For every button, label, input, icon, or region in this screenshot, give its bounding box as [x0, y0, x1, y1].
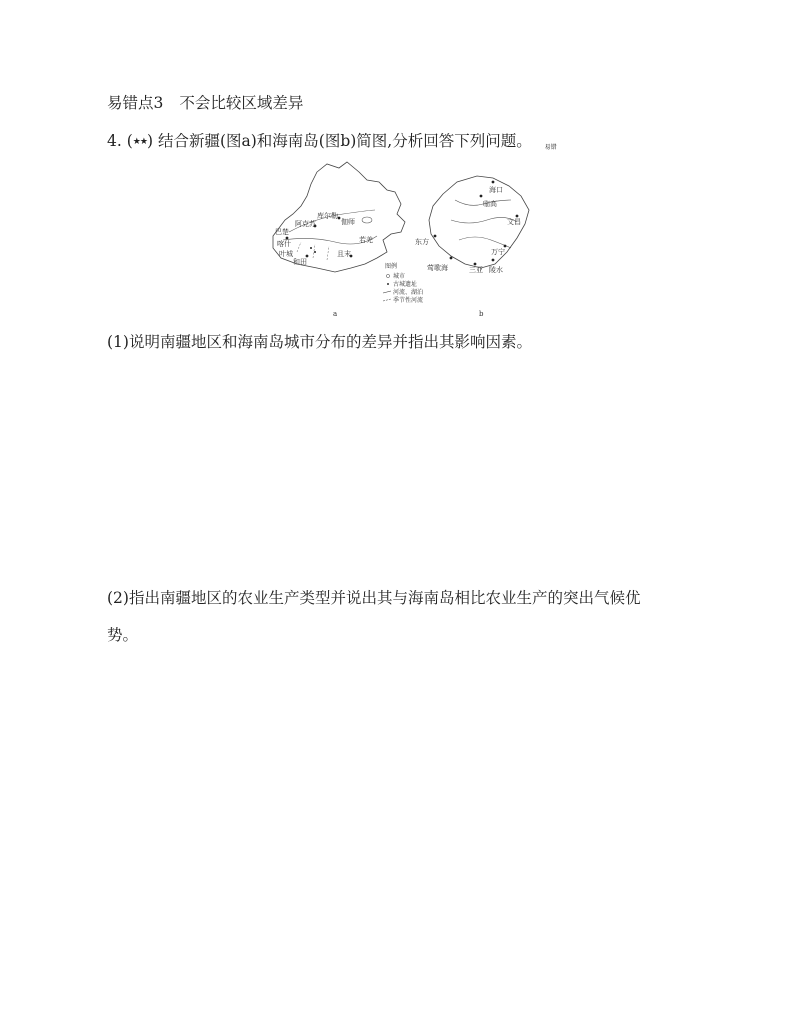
error-tag: 易错	[544, 144, 557, 151]
section-heading	[107, 93, 303, 113]
city-label: 临高	[483, 200, 497, 208]
difficulty-open: (	[126, 132, 133, 150]
city-dot	[480, 195, 483, 198]
subquestion-1: (1)说明南疆地区和海南岛城市分布的差异并指出其影响因素。	[107, 333, 532, 351]
city-label: 伽师	[341, 218, 355, 226]
question-stem	[107, 131, 557, 158]
map-b-hainan	[415, 176, 529, 318]
ruin-dot	[314, 251, 316, 253]
map-a-xinjiang	[273, 162, 423, 318]
hainan-river-3	[459, 237, 511, 248]
legend-city-icon	[386, 274, 389, 277]
city-dot	[492, 259, 495, 262]
city-label: 文昌	[507, 218, 521, 226]
city-label: 阿克苏	[295, 220, 316, 228]
legend-river: 河流、湖泊	[393, 289, 424, 296]
legend-seasonal-icon	[383, 299, 391, 301]
section-title: 不会比较区域差异	[179, 94, 304, 112]
city-dot	[286, 237, 289, 240]
legend-river-icon	[383, 291, 391, 293]
city-dot	[338, 217, 341, 220]
city-label: 陵水	[489, 266, 503, 274]
question-text: 结合新疆(图a)和海南岛(图b)简图,分析回答下列问题。	[157, 132, 532, 150]
legend-seasonal: 季节性河流	[393, 297, 424, 304]
seasonal-river-1	[297, 242, 301, 252]
legend-ruin: 古城遗址	[393, 281, 418, 288]
seasonal-river-3	[327, 246, 329, 260]
map-a-caption: a	[333, 310, 338, 318]
city-dot	[450, 257, 453, 260]
seasonal-river-2	[313, 244, 315, 258]
city-label: 三亚	[469, 266, 483, 274]
city-label: 东方	[415, 238, 429, 246]
city-label: 莺歌海	[427, 264, 448, 272]
city-label: 和田	[293, 258, 307, 266]
city-label: 巴楚	[275, 228, 289, 236]
subquestion-2-line-2: 势。	[107, 626, 139, 644]
city-dot	[474, 263, 477, 266]
lake	[362, 217, 372, 223]
legend-title: 图例	[385, 263, 398, 270]
difficulty-close: )	[146, 132, 153, 150]
question-number: 4.	[107, 132, 122, 150]
city-dot	[492, 181, 495, 184]
map-b-caption: b	[479, 310, 484, 318]
ruin-dot	[310, 247, 312, 249]
city-dot	[306, 255, 309, 258]
city-label: 喀什	[277, 240, 291, 248]
city-label: 叶城	[279, 250, 293, 258]
map-figure	[255, 160, 555, 322]
section-label: 易错点3	[107, 94, 164, 112]
city-label: 海口	[489, 186, 503, 194]
legend-city: 城市	[393, 273, 406, 280]
city-dot	[504, 245, 507, 248]
city-dot	[434, 235, 437, 238]
city-label: 万宁	[491, 248, 505, 256]
city-label: 且末	[337, 250, 351, 258]
difficulty-stars-icon: ★★	[132, 137, 147, 147]
city-label: 若羌	[359, 236, 373, 244]
legend-ruin-icon	[387, 283, 389, 285]
subquestion-2-line-1: (2)指出南疆地区的农业生产类型并说出其与海南岛相比农业生产的突出气候优	[107, 589, 641, 607]
city-dot	[516, 215, 519, 218]
city-label: 库尔勒	[317, 212, 338, 220]
